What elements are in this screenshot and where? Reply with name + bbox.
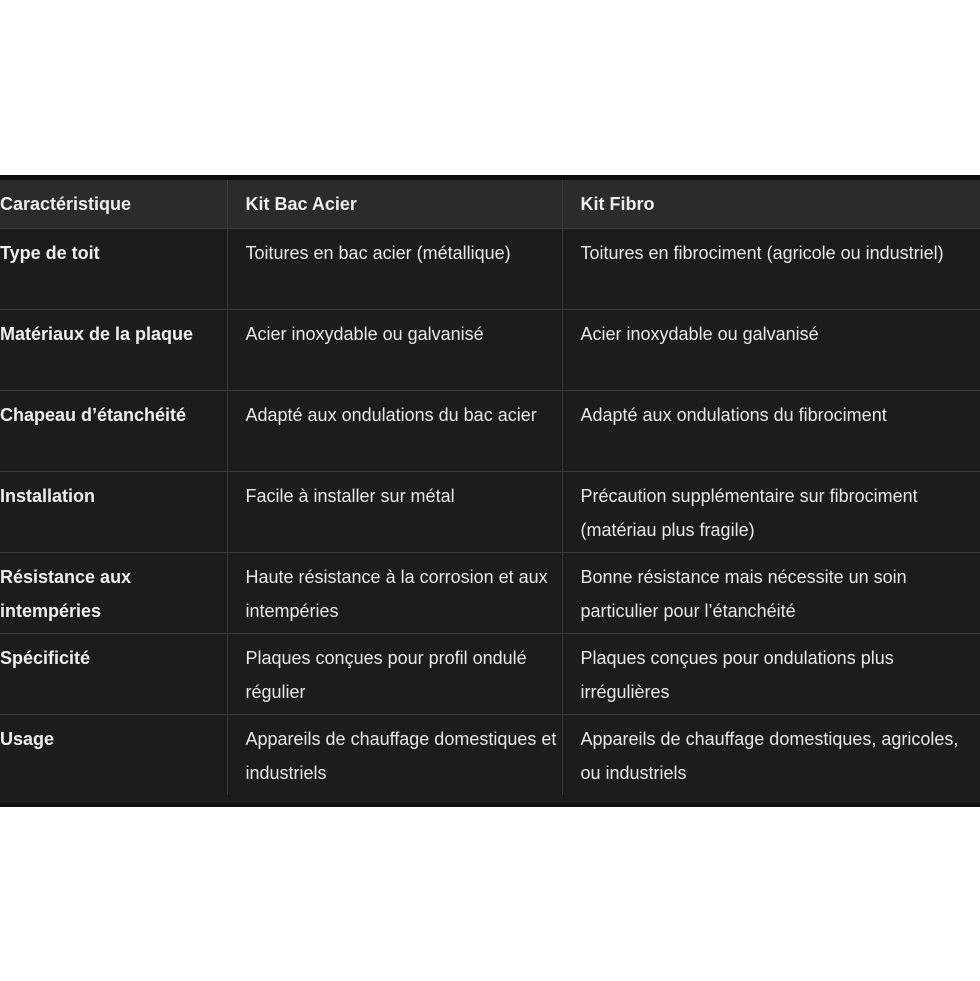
cell-bac-acier: Haute résistance à la corrosion et aux intempéries — [227, 552, 562, 633]
cell-fibro: Plaques conçues pour ondulations plus irrégulières — [562, 633, 980, 714]
comparison-table-container — [0, 175, 980, 807]
header-caracteristique: Caractéristique — [0, 180, 227, 228]
cell-bac-acier: Adapté aux ondulations du bac acier — [227, 390, 562, 471]
cell-bac-acier: Plaques conçues pour profil ondulé régulier — [227, 633, 562, 714]
table-row — [0, 714, 980, 795]
table-row — [0, 552, 980, 633]
header-kit-bac-acier: Kit Bac Acier — [227, 180, 562, 228]
table-row — [0, 309, 980, 390]
cell-fibro: Adapté aux ondulations du fibrociment — [562, 390, 980, 471]
cell-fibro: Acier inoxydable ou galvanisé — [562, 309, 980, 390]
cell-bac-acier: Acier inoxydable ou galvanisé — [227, 309, 562, 390]
table-row — [0, 471, 980, 552]
row-label: Résistance aux intempéries — [0, 552, 227, 633]
table-header-row — [0, 180, 980, 228]
row-label: Type de toit — [0, 228, 227, 309]
cell-bac-acier: Appareils de chauffage domestiques et industriels — [227, 714, 562, 795]
cell-fibro: Toitures en fibrociment (agricole ou industriel) — [562, 228, 980, 309]
row-label: Spécificité — [0, 633, 227, 714]
row-label: Installation — [0, 471, 227, 552]
cell-bac-acier: Facile à installer sur métal — [227, 471, 562, 552]
cell-bac-acier: Toitures en bac acier (métallique) — [227, 228, 562, 309]
cell-fibro: Bonne résistance mais nécessite un soin particulier pour l’étanchéité — [562, 552, 980, 633]
table-row — [0, 633, 980, 714]
comparison-table — [0, 180, 980, 795]
header-kit-fibro: Kit Fibro — [562, 180, 980, 228]
cell-fibro: Précaution supplémentaire sur fibrociment (matériau plus fragile) — [562, 471, 980, 552]
table-row — [0, 390, 980, 471]
cell-fibro: Appareils de chauffage domestiques, agricoles, ou industriels — [580, 728, 959, 783]
table-row — [0, 228, 980, 309]
row-label: Chapeau d’étanchéité — [0, 390, 227, 471]
row-label: Matériaux de la plaque — [0, 309, 227, 390]
row-label: Usage — [0, 714, 227, 795]
